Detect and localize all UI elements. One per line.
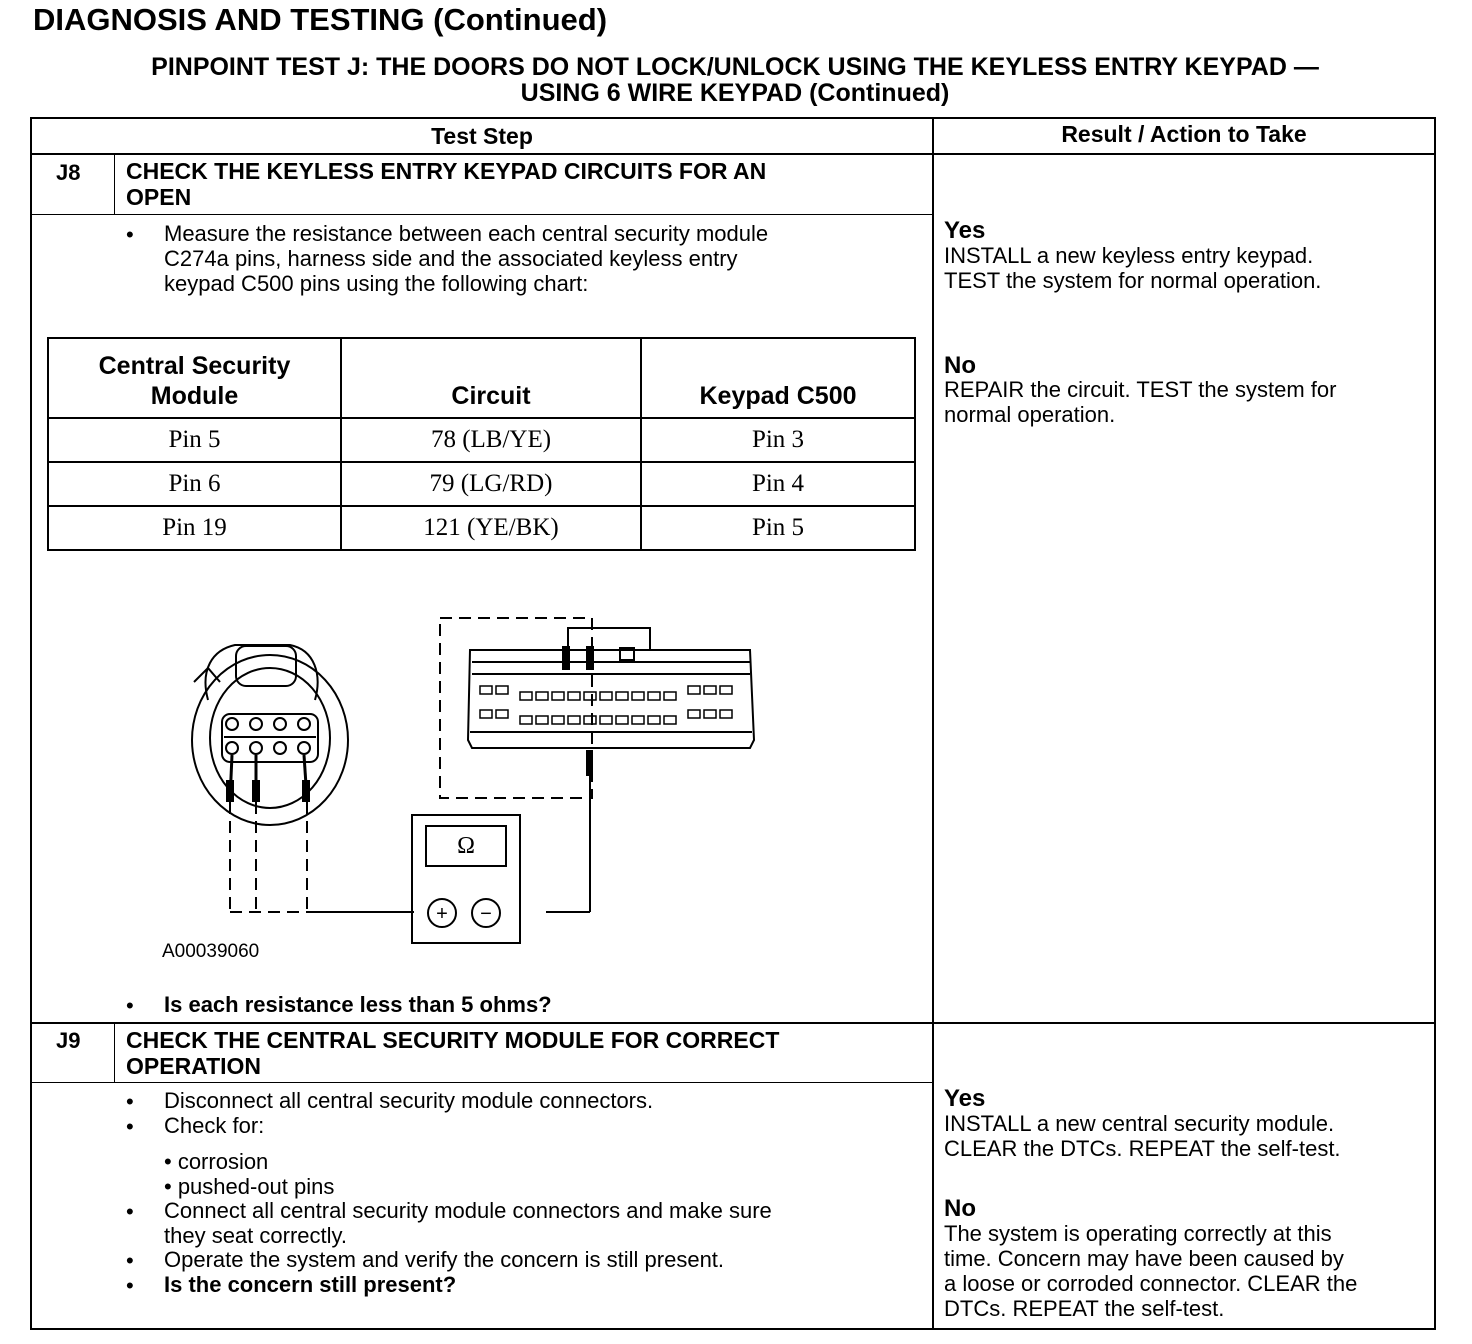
table-row — [48, 506, 915, 550]
bullet: • — [126, 1089, 134, 1114]
j9-no-label: No — [944, 1195, 976, 1222]
chart-cell-module: Pin 19 — [48, 506, 341, 550]
page-title: DIAGNOSIS AND TESTING (Continued) — [33, 2, 608, 37]
j8-no-action — [944, 377, 1336, 427]
j8-yes-line1: INSTALL a new keyless entry keypad. — [944, 243, 1314, 268]
j9-no-line1: The system is operating correctly at this — [944, 1221, 1332, 1246]
j8-yes-line2: TEST the system for normal operation. — [944, 268, 1322, 293]
chart-cell-keypad: Pin 5 — [641, 506, 915, 550]
j9-title-line1: CHECK THE CENTRAL SECURITY MODULE FOR CORRECT — [126, 1027, 780, 1053]
j8-no-line1: REPAIR the circuit. TEST the system for — [944, 377, 1337, 402]
j9-no-line2: time. Concern may have been caused by — [944, 1246, 1344, 1271]
j8-number-divider — [114, 154, 115, 214]
j8-bottom-border — [30, 1022, 1436, 1024]
minus-terminal: − — [480, 903, 492, 925]
j9-b3-line2: they seat correctly. — [164, 1223, 347, 1248]
step-title-j9 — [126, 1027, 779, 1079]
bullet: • — [126, 1273, 134, 1298]
chart-header-keypad: Keypad C500 — [641, 338, 915, 418]
j8-question: Is each resistance less than 5 ohms? — [164, 992, 552, 1017]
j9-sub-2: • pushed-out pins — [164, 1174, 335, 1199]
j9-yes-label: Yes — [944, 1085, 986, 1112]
j9-bullet-4: Operate the system and verify the concern is still present. — [164, 1247, 725, 1272]
chart-cell-keypad: Pin 4 — [641, 462, 915, 506]
j9-no-action — [944, 1221, 1357, 1321]
bullet: • — [126, 1248, 134, 1273]
ohm-symbol: Ω — [457, 833, 475, 859]
j9-question: Is the concern still present? — [164, 1272, 457, 1297]
column-divider — [932, 117, 934, 1330]
j9-sub-1: • corrosion — [164, 1149, 269, 1174]
result-header: Result / Action to Take — [1061, 121, 1307, 147]
table-row — [48, 462, 915, 506]
pinpoint-title-line2: USING 6 WIRE KEYPAD (Continued) — [520, 79, 950, 107]
j9-number-divider — [114, 1023, 115, 1082]
j9-bullet-3 — [164, 1198, 772, 1248]
j9-title-line2: OPERATION — [126, 1053, 262, 1079]
step-number-j9: J9 — [56, 1028, 81, 1053]
plus-terminal: + — [436, 903, 448, 925]
j9-yes-line1: INSTALL a new central security module. — [944, 1111, 1335, 1136]
j8-instr-line3: keypad C500 pins using the following chart: — [164, 271, 589, 296]
chart-header-circuit: Circuit — [341, 338, 641, 418]
j9-title-underline — [30, 1082, 933, 1083]
chart-header-module-line1: Central Security — [98, 352, 291, 380]
j8-title-line1: CHECK THE KEYLESS ENTRY KEYPAD CIRCUITS FOR AN — [126, 158, 767, 184]
bullet: • — [126, 222, 134, 247]
bullet: • — [126, 1114, 134, 1139]
test-step-header: Test Step — [431, 123, 533, 149]
j9-bullet-1: Disconnect all central security module connectors. — [164, 1088, 654, 1113]
j9-b3-line1: Connect all central security module connectors and make sure — [164, 1198, 772, 1223]
step-title-j8 — [126, 158, 766, 210]
j8-instr-line2: C274a pins, harness side and the associated keyless entry — [164, 246, 738, 271]
bullet: • — [126, 1199, 134, 1224]
header-bottom-border — [30, 153, 1436, 155]
j9-no-line3: a loose or corroded connector. CLEAR the — [944, 1271, 1358, 1296]
pinpoint-title-line1: PINPOINT TEST J: THE DOORS DO NOT LOCK/UNLOCK USING THE KEYLESS ENTRY KEYPAD — — [151, 53, 1319, 81]
table-top-border — [30, 117, 1436, 119]
module-connector — [468, 628, 754, 748]
table-bottom-border — [30, 1328, 1436, 1330]
chart-header-module — [48, 338, 341, 418]
chart-cell-module: Pin 6 — [48, 462, 341, 506]
bullet: • — [126, 993, 134, 1018]
j8-no-label: No — [944, 352, 976, 379]
j9-no-line4: DTCs. REPEAT the self-test. — [944, 1296, 1225, 1321]
step-number-j8: J8 — [56, 160, 81, 185]
chart-cell-module: Pin 5 — [48, 418, 341, 462]
j8-title-line2: OPEN — [126, 184, 192, 210]
j8-yes-label: Yes — [944, 217, 986, 244]
j8-instr-line1: Measure the resistance between each central security module — [164, 221, 769, 246]
j8-instruction — [164, 221, 768, 296]
chart-cell-keypad: Pin 3 — [641, 418, 915, 462]
j8-title-underline — [30, 214, 933, 215]
chart-header-module-line2: Module — [150, 382, 239, 410]
chart-cell-circuit: 78 (LB/YE) — [341, 418, 641, 462]
j9-bullet-2: Check for: — [164, 1113, 265, 1138]
wiring-diagram — [150, 590, 790, 950]
figure-id: A00039060 — [162, 941, 260, 962]
table-row — [48, 418, 915, 462]
j9-yes-action — [944, 1111, 1341, 1161]
table-left-border — [30, 117, 32, 1330]
table-right-border — [1434, 117, 1436, 1330]
chart-cell-circuit: 79 (LG/RD) — [341, 462, 641, 506]
j8-no-line2: normal operation. — [944, 402, 1116, 427]
j9-yes-line2: CLEAR the DTCs. REPEAT the self-test. — [944, 1136, 1341, 1161]
pin-chart — [47, 337, 916, 551]
pinpoint-test-title — [30, 54, 1440, 106]
keypad-connector — [192, 645, 348, 825]
j8-yes-action — [944, 243, 1321, 293]
chart-cell-circuit: 121 (YE/BK) — [341, 506, 641, 550]
